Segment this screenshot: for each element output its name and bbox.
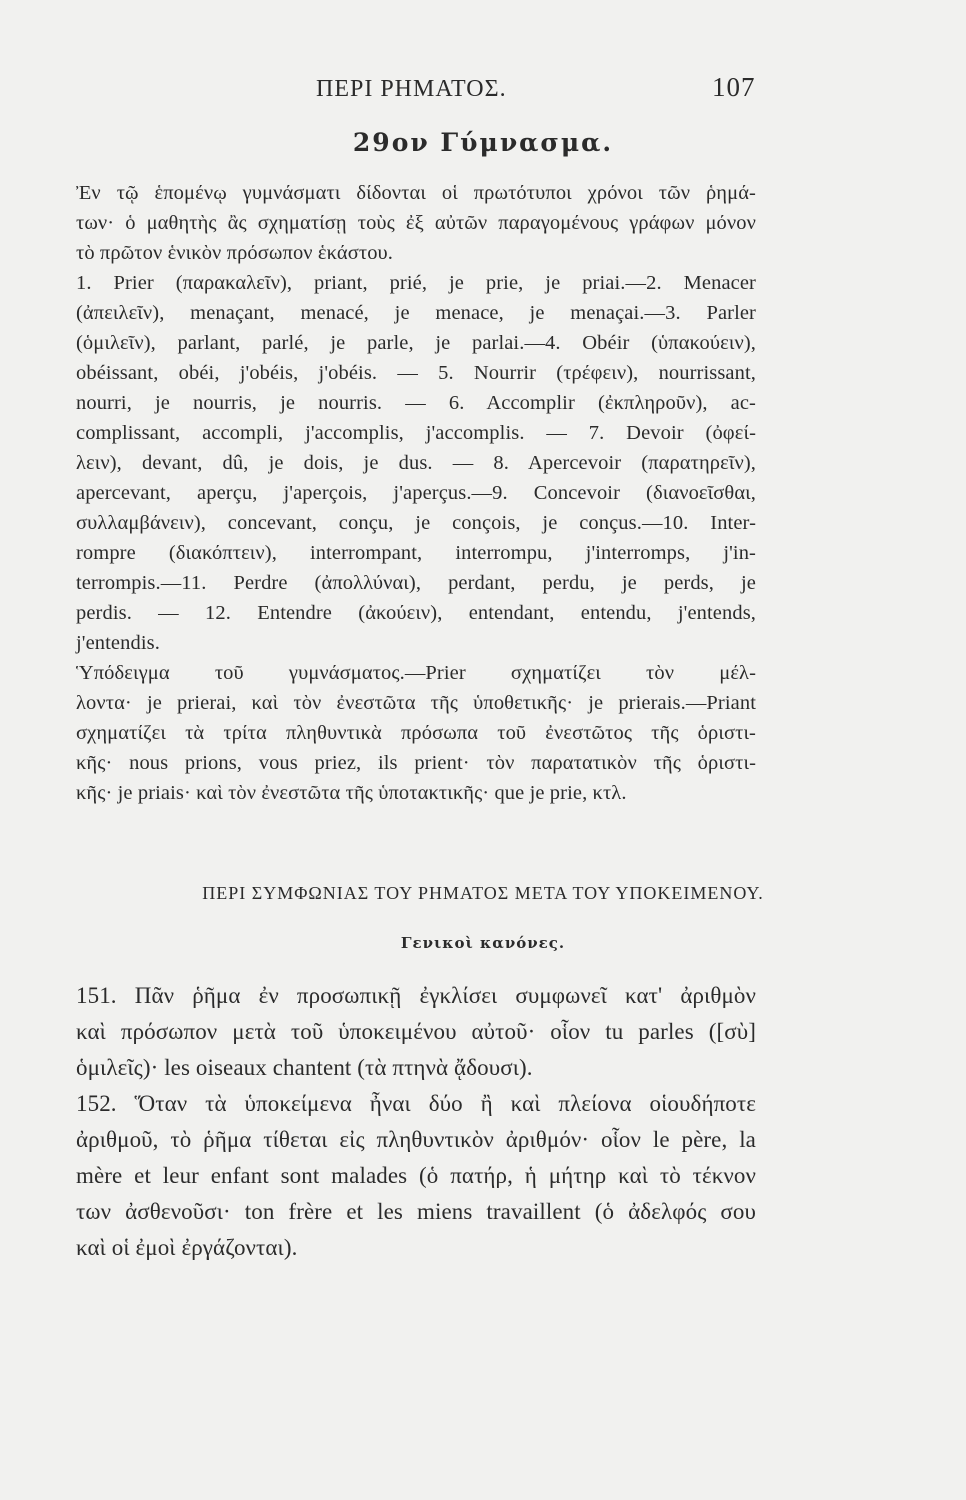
example-line: λοντα· je prierai, καὶ τὸν ἐνεστῶτα τῆς ὑποθετικῆς· je prierais.—Priant: [76, 692, 756, 714]
exercise-line: obéissant, obéi, j'obéis, j'obéis. — 5. Nourrir (τρέφειν), nourrissant,: [76, 362, 756, 384]
section-heading: ΠΕΡΙ ΣΥΜΦΩΝΙΑΣ ΤΟΥ ΡΗΜΑΤΟΣ ΜΕΤΑ ΤΟΥ ΥΠΟΚΕΙΜΕΝΟΥ.: [202, 883, 764, 903]
exercise-line: nourri, je nourris, je nourris. — 6. Accomplir (ἐκπληροῦν), ac-: [76, 392, 756, 414]
exercise-line: λειν), devant, dû, je dois, je dus. — 8. Apercevoir (παρατηρεῖν),: [76, 452, 756, 474]
exercise-line: perdis. — 12. Entendre (ἀκούειν), entendant, entendu, j'entends,: [76, 602, 756, 624]
rule-line: ὁμιλεῖς)· les oiseaux chantent (τὰ πτηνὰ ᾄδουσι).: [76, 1055, 533, 1080]
rule-line: ἀριθμοῦ, τὸ ῥῆμα τίθεται εἰς πληθυντικὸν ἀριθμόν· οἷον le père, la: [76, 1127, 756, 1152]
exercise-line: 1. Prier (παρακαλεῖν), priant, prié, je prie, je priai.—2. Menacer: [76, 272, 756, 294]
exercise-line: (ὁμιλεῖν), parlant, parlé, je parle, je parlai.—4. Obéir (ὑπακούειν),: [76, 332, 756, 354]
rule-line: καὶ πρόσωπον μετὰ τοῦ ὑποκειμένου αὐτοῦ· οἷον tu parles ([σὺ]: [76, 1019, 756, 1044]
exercise-line: terrompis.—11. Perdre (ἀπολλύναι), perdant, perdu, je perds, je: [76, 572, 756, 594]
rule-line: mère et leur enfant sont malades (ὁ πατήρ, ἡ μήτηρ καὶ τὸ τέκνον: [76, 1163, 756, 1188]
exercise-line: apercevant, aperçu, j'aperçois, j'aperçus.—9. Concevoir (διανοεῖσθαι,: [76, 482, 756, 504]
rule-line: 152. Ὅταν τὰ ὑποκείμενα ἦναι δύο ἢ καὶ πλείονα οἱουδήποτε: [76, 1091, 756, 1116]
exercise-line: j'entendis.: [76, 632, 160, 654]
running-head: ΠΕΡΙ ΡΗΜΑΤΟΣ.: [316, 76, 507, 102]
exercise-title: 29ον Γύμνασμα.: [352, 128, 614, 157]
exercise-line: rompre (διακόπτειν), interrompant, interrompu, j'interromps, j'in-: [76, 542, 756, 564]
exercise-line: τὸ πρῶτον ἑνικὸν πρόσωπον ἑκάστου.: [76, 242, 394, 264]
exercise-line: (ἀπειλεῖν), menaçant, menacé, je menace, je menaçai.—3. Parler: [76, 302, 756, 324]
exercise-line: complissant, accompli, j'accomplis, j'accomplis. — 7. Devoir (ὀφεί-: [76, 422, 756, 444]
example-line: κῆς· nous prions, vous priez, ils prient· τὸν παρατατικὸν τῆς ὁριστι-: [76, 752, 756, 774]
example-line: σχηματίζει τὰ τρίτα πληθυντικὰ πρόσωπα τοῦ ἐνεστῶτος τῆς ὁριστι-: [76, 722, 756, 744]
rule-line: καὶ οἱ ἐμοὶ ἐργάζονται).: [76, 1235, 298, 1260]
exercise-line: των· ὁ μαθητὴς ἂς σχηματίσῃ τοὺς ἐξ αὐτῶν παραγομένους γράφων μόνον: [76, 212, 756, 234]
example-line: κῆς· je priais· καὶ τὸν ἐνεστῶτα τῆς ὑποτακτικῆς· que je prie, κτλ.: [76, 782, 627, 804]
exercise-line: συλλαμβάνειν), concevant, conçu, je conçois, je conçus.—10. Inter-: [76, 512, 756, 534]
example-line: Ὑπόδειγμα τοῦ γυμνάσματος.—Prier σχηματίζει τὸν μέλ-: [76, 662, 756, 684]
page-number: 107: [712, 72, 756, 102]
rule-line: 151. Πᾶν ῥῆμα ἐν προσωπικῇ ἐγκλίσει συμφωνεῖ κατ' ἀριθμὸν: [76, 983, 756, 1008]
exercise-line: Ἐν τῷ ἑπομένῳ γυμνάσματι δίδονται οἱ πρωτότυποι χρόνοι τῶν ῥημά-: [76, 182, 756, 204]
rule-line: των ἀσθενοῦσι· ton frère et les miens travaillent (ὁ ἀδελφός σου: [76, 1199, 756, 1224]
section-subheading: Γενικοὶ κανόνες.: [400, 934, 566, 952]
